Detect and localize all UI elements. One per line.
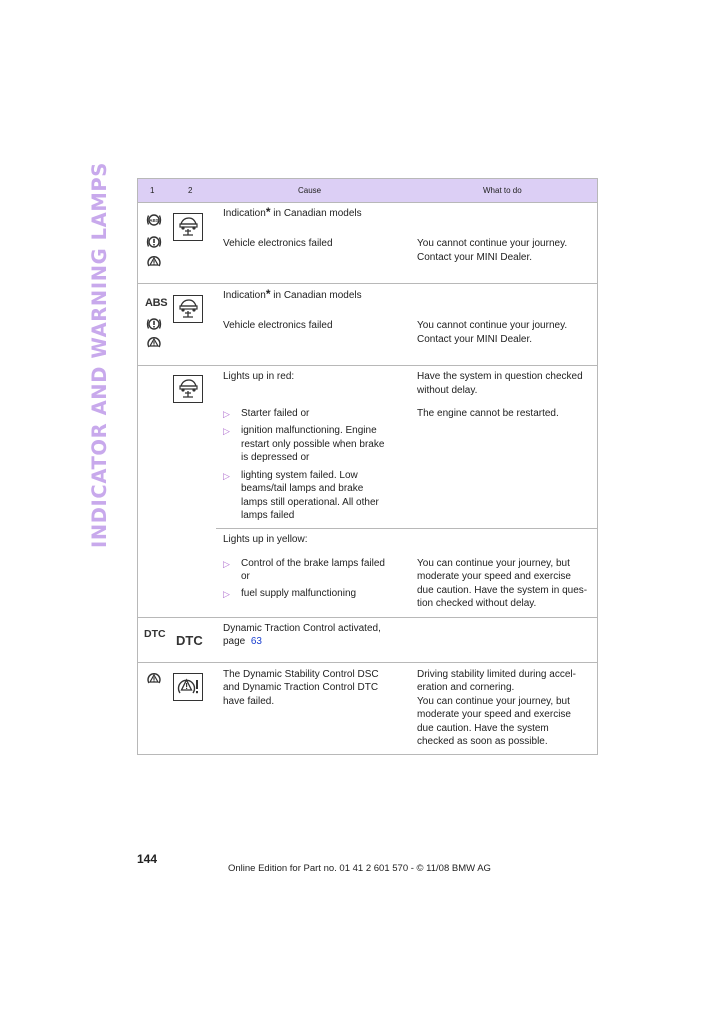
row-action: You can continue your journey, but bbox=[417, 696, 570, 707]
row-action: eration and cornering. bbox=[417, 682, 515, 693]
row-action: moderate your speed and exercise bbox=[417, 571, 571, 582]
car-on-lift-icon bbox=[173, 295, 203, 323]
row-action: Driving stability limited during accel- bbox=[417, 669, 576, 680]
red-label: Lights up in red: bbox=[223, 371, 295, 382]
row-cause: Vehicle electronics failed bbox=[223, 238, 333, 249]
bullet-text: lamps still operational. All other bbox=[241, 497, 379, 508]
row-cause: Indication bbox=[223, 208, 266, 219]
row-action: You can continue your journey, but bbox=[417, 558, 570, 569]
bullet-text: beams/tail lamps and brake bbox=[241, 483, 364, 494]
bullet-icon: ▷ bbox=[223, 426, 230, 436]
side-section-title: INDICATOR AND WARNING LAMPS bbox=[88, 162, 111, 548]
abs-lamp-label: ABS bbox=[145, 297, 168, 309]
bullet-text: Starter failed or bbox=[241, 408, 310, 419]
row-divider bbox=[138, 617, 597, 618]
row-cause: page bbox=[223, 636, 246, 647]
yellow-label: Lights up in yellow: bbox=[223, 534, 308, 545]
bullet-text: or bbox=[241, 571, 250, 582]
brake-warning-lamp-icon bbox=[146, 316, 162, 332]
row-action: due caution. Have the system in ques- bbox=[417, 585, 588, 596]
bullet-icon: ▷ bbox=[223, 589, 230, 599]
dsc-warning-lamp-icon bbox=[146, 671, 162, 687]
bullet-text: Control of the brake lamps failed bbox=[241, 558, 385, 569]
table-header bbox=[138, 179, 597, 203]
dtc-lamp-label: DTC bbox=[144, 628, 166, 640]
dtc-indicator-label: DTC bbox=[176, 633, 203, 648]
car-on-lift-icon bbox=[173, 213, 203, 241]
row-cause: Indication bbox=[223, 290, 266, 301]
row-divider bbox=[138, 365, 597, 366]
bullet-icon: ▷ bbox=[223, 471, 230, 481]
row-cause-tail: in Canadian models bbox=[270, 290, 362, 301]
row-action: due caution. Have the system bbox=[417, 723, 549, 734]
row-subdivider bbox=[216, 528, 597, 529]
row-action: You cannot continue your journey. bbox=[417, 238, 568, 249]
dsc-exclamation-icon bbox=[173, 673, 203, 701]
row-action: You cannot continue your journey. bbox=[417, 320, 568, 331]
header-cause: Cause bbox=[298, 186, 322, 195]
bullet-text: is depressed or bbox=[241, 452, 310, 463]
row-divider bbox=[138, 662, 597, 663]
row-cause: Vehicle electronics failed bbox=[223, 320, 333, 331]
warning-lamps-table bbox=[137, 178, 598, 755]
svg-text:ABS: ABS bbox=[149, 217, 159, 223]
dsc-warning-lamp-icon bbox=[146, 254, 162, 270]
header-col-1: 1 bbox=[150, 186, 155, 195]
page-link[interactable]: 63 bbox=[250, 636, 262, 647]
row-divider bbox=[138, 283, 597, 284]
car-on-lift-icon bbox=[173, 375, 203, 403]
row-cause: and Dynamic Traction Control DTC bbox=[223, 682, 379, 693]
header-col-2: 2 bbox=[188, 186, 193, 195]
dsc-warning-lamp-icon bbox=[146, 335, 162, 351]
bullet-text: lighting system failed. Low bbox=[241, 470, 358, 481]
header-what-to-do: What to do bbox=[483, 186, 522, 195]
bullet-icon: ▷ bbox=[223, 409, 230, 419]
row-cause: The Dynamic Stability Control DSC bbox=[223, 669, 379, 680]
bullet-text: restart only possible when brake bbox=[241, 439, 385, 450]
row-action: Contact your MINI Dealer. bbox=[417, 252, 533, 263]
row-action: Contact your MINI Dealer. bbox=[417, 334, 533, 345]
row-action: moderate your speed and exercise bbox=[417, 709, 571, 720]
brake-abs-lamp-icon bbox=[146, 212, 162, 228]
row-cause-tail: in Canadian models bbox=[270, 208, 362, 219]
page-number: 144 bbox=[137, 852, 158, 866]
optional-star: * bbox=[265, 205, 271, 219]
bullet-icon: ▷ bbox=[223, 559, 230, 569]
row-action: Have the system in question checked bbox=[417, 371, 583, 382]
bullet-text: ignition malfunctioning. Engine bbox=[241, 425, 377, 436]
bullet-text: lamps failed bbox=[241, 510, 295, 521]
bullet-text: fuel supply malfunctioning bbox=[241, 588, 357, 599]
row-action: without delay. bbox=[417, 385, 478, 396]
row-action: The engine cannot be restarted. bbox=[417, 408, 559, 419]
optional-star: * bbox=[265, 287, 271, 301]
row-cause: have failed. bbox=[223, 696, 275, 707]
row-cause: Dynamic Traction Control activated, bbox=[223, 623, 381, 634]
row-action: tion checked without delay. bbox=[417, 598, 537, 609]
brake-warning-lamp-icon bbox=[146, 234, 162, 250]
row-action: checked as soon as possible. bbox=[417, 736, 548, 747]
footer-text: Online Edition for Part no. 01 41 2 601 570 - © 11/08 BMW AG bbox=[228, 863, 491, 874]
